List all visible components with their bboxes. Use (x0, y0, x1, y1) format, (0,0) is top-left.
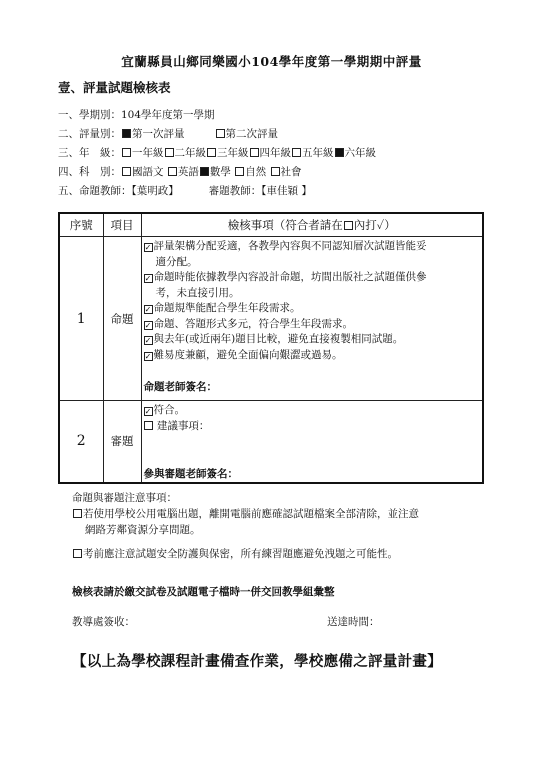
check-item: 建議事項： (144, 419, 481, 435)
subject-option-4: 自然 (245, 166, 267, 178)
page-title: 宜蘭縣員山鄉同樂國小104學年度第一學期期中評量 (121, 54, 422, 69)
checkbox-checked[interactable] (335, 148, 344, 157)
checkbox-unchecked[interactable] (73, 509, 82, 518)
table-row (59, 237, 483, 401)
subject-option-2: 英語 (177, 166, 199, 178)
exam-option-1: 第一次評量 (132, 128, 185, 140)
check-item: ✓ 評量架構分配妥適，各教學內容與不同認知層次試題皆能妥 適分配。 (144, 240, 427, 268)
row-number: 2 (59, 401, 103, 483)
grade-option-2: 二年級 (174, 147, 206, 159)
check-item: ✓ 難易度兼顧，避免全面偏向艱澀或過易。 (144, 348, 343, 361)
header-check: 檢核事項（符合者請在 內打✓） (141, 213, 483, 237)
exam-type-row (58, 125, 376, 144)
checkmark-icon[interactable]: ✓ (144, 336, 152, 345)
footer-note: 【以上為學校課程計畫備查作業，學校應備之評量計畫】 (72, 653, 442, 670)
teacher-label: 五、命題教師： (58, 185, 132, 197)
note-item: 考前應注意試題安全防護與保密，所有練習題應避免洩題之可能性。 (72, 546, 502, 562)
checkbox-unchecked[interactable] (207, 148, 216, 157)
row-item: 命題 (103, 237, 141, 401)
checkbox-unchecked[interactable] (271, 167, 280, 176)
semester-value: 104學年度第一學期 (121, 109, 215, 121)
checkbox-unchecked[interactable] (250, 148, 259, 157)
exam-info (58, 106, 376, 201)
checklist-table (58, 212, 484, 484)
reviewer-name: 【車佳穎 】 (261, 185, 312, 197)
checkmark-icon[interactable]: ✓ (144, 320, 152, 330)
notes-section (72, 490, 502, 562)
section-heading: 壹、評量試題檢核表 (58, 80, 171, 95)
grade-option-6: 六年級 (344, 147, 376, 159)
exam-type-label: 二、評量別： (58, 128, 121, 140)
checkbox-unchecked[interactable] (292, 148, 301, 157)
grade-option-3: 三年級 (217, 147, 249, 159)
checkbox-unchecked[interactable] (216, 129, 225, 138)
delivery-time-label: 送達時間： (327, 616, 380, 628)
header-no: 序號 (59, 213, 103, 237)
checkbox-unchecked[interactable] (165, 148, 174, 157)
row-checks (141, 237, 483, 401)
checkmark-icon[interactable]: ✓ (144, 305, 152, 314)
reviewer-signature-label: 參與審題老師簽名： (143, 468, 238, 480)
check-item: ✓ 命題時能依據教學內容設計命題，坊間出版社之試題僅供參 考，未直接引用。 (144, 271, 427, 299)
checkmark-icon[interactable]: ✓ (144, 407, 152, 416)
check-item: ✓ 命題規準能配合學生年段需求。 (144, 302, 301, 314)
checkbox-unchecked[interactable] (122, 167, 131, 176)
row-checks (141, 401, 483, 483)
check-item: ✓ 符合。 (144, 404, 185, 416)
semester-row (58, 106, 376, 125)
notes-heading: 命題與審題注意事項： (72, 492, 177, 504)
grade-option-4: 四年級 (259, 147, 291, 159)
subject-option-1: 國語文 (132, 166, 164, 178)
checkbox-unchecked[interactable] (122, 148, 131, 157)
teacher-row (58, 182, 376, 201)
office-receipt-label: 教導處簽收： (72, 616, 135, 628)
exam-option-2: 第二次評量 (225, 128, 278, 140)
checkbox-unchecked[interactable] (144, 421, 153, 430)
semester-label: 一、學期別： (58, 109, 121, 121)
checkbox-checked[interactable] (122, 129, 131, 138)
row-item: 審題 (103, 401, 141, 483)
note-item: 若使用學校公用電腦出題，離開電腦前應確認試題檔案全部清除，並注意 (72, 506, 502, 522)
checkbox-checked[interactable] (200, 167, 209, 176)
grade-option-1: 一年級 (132, 147, 164, 159)
checkbox-unchecked[interactable] (73, 549, 82, 558)
subject-option-3: 數學 (209, 166, 231, 178)
table-header-row (59, 213, 483, 237)
grade-option-5: 五年級 (302, 147, 334, 159)
checkmark-icon[interactable]: ✓ (144, 274, 152, 283)
subject-label: 四、科 別： (58, 166, 121, 178)
subject-row (58, 163, 376, 182)
grade-label: 三、年 級： (58, 147, 121, 159)
author-signature-label: 命題老師簽名： (143, 381, 217, 393)
table-row (59, 401, 483, 483)
reviewer-label: 審題教師： (208, 185, 262, 197)
header-item: 項目 (103, 213, 141, 237)
checkbox-unchecked[interactable] (168, 167, 177, 176)
note-item-continued: 網路芳鄰資源分享問題。 (85, 524, 201, 536)
row-number: 1 (59, 237, 103, 401)
grade-row (58, 144, 376, 163)
subject-option-5: 社會 (280, 166, 302, 178)
checkmark-icon[interactable]: ✓ (144, 243, 152, 252)
teacher-name: 【葉明政】 (131, 185, 179, 197)
check-item: ✓ 與去年(或近兩年)題目比較，避免直接複製相同試題。 (144, 333, 404, 345)
checkbox-unchecked[interactable] (235, 167, 244, 176)
submit-note: 檢核表請於繳交試卷及試題電子檔時一併交回教學組彙整 (72, 586, 335, 598)
checkmark-icon[interactable]: ✓ (144, 351, 152, 361)
checkbox-unchecked (344, 221, 353, 230)
check-item: ✓ 命題、答題形式多元，符合學生年段需求。 (144, 317, 353, 330)
